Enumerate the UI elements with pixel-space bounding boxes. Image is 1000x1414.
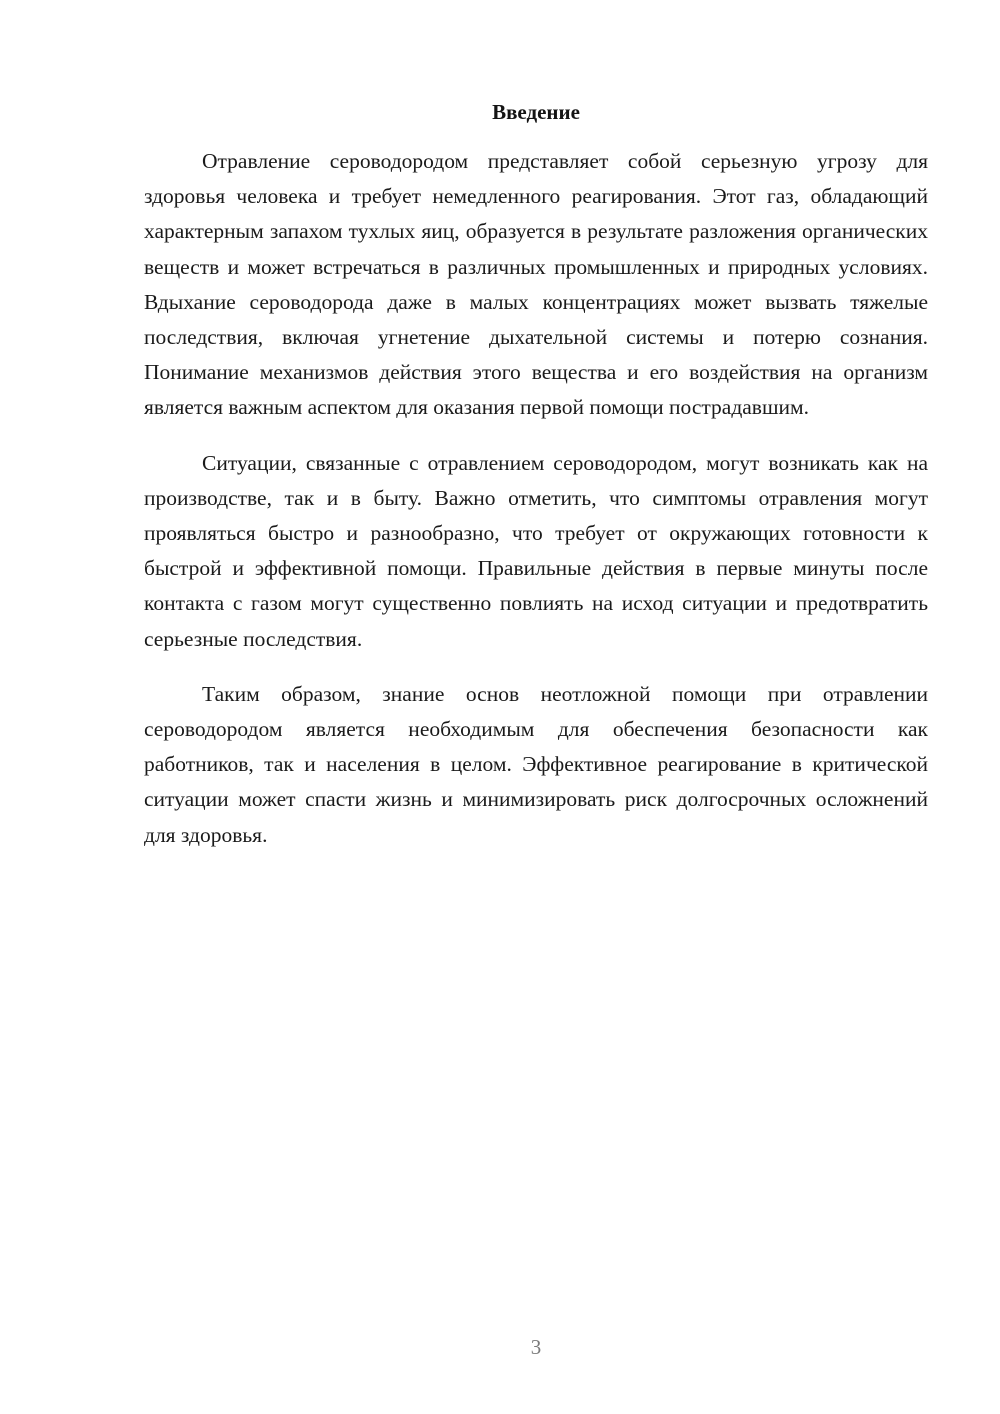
section-heading: Введение [492,100,580,124]
page-number: 3 [530,1335,542,1359]
paragraph-3: Таким образом, знание основ неотложной помощи при отравлении сероводородом является необходимым для обеспечения безопасности как работников, так и населения в целом. Эффективное реагирование в критической ситуации может спасти жизнь и минимизировать риск долгосрочных осложнений для здоровья. [144,681,928,847]
paragraph-2: Ситуации, связанные с отравлением сероводородом, могут возникать как на производстве, так и в быту. Важно отметить, что симптомы отравления могут проявляться быстро и разнообразно, что требует от окружающих готовности к быстрой и эффективной помощи. Правильные действия в первые минуты после контакта с газом могут существенно повлиять на исход ситуации и предотвратить серьезные последствия. [144,450,928,651]
body-text [144,144,928,873]
paragraph-1: Отравление сероводородом представляет собой серьезную угрозу для здоровья человека и требует немедленного реагирования. Этот газ, обладающий характерным запахом тухлых яиц, образуется в результате разложения органических веществ и может встречаться в различных промышленных и природных условиях. Вдыхание сероводорода даже в малых концентрациях может вызвать тяжелые последствия, включая угнетение дыхательной системы и потерю сознания. Понимание механизмов действия этого вещества и его воздействия на организм является важным аспектом для оказания первой помощи пострадавшим. [144,149,928,420]
